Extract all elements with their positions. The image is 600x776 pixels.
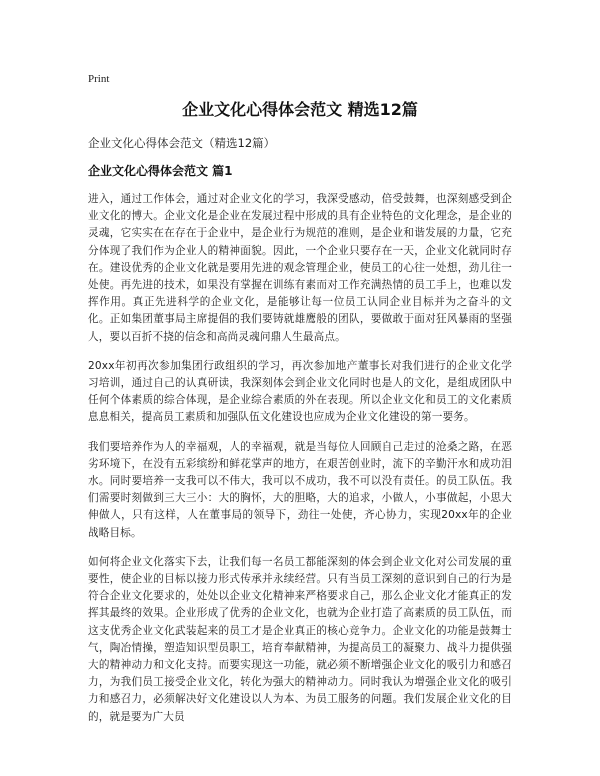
print-label: Print bbox=[88, 73, 110, 85]
paragraph-2: 20xx年初再次参加集团行政组织的学习，再次参加地产董事长对我们进行的企业文化学习培训，通过自己的认真研读，我深刻体会到企业文化同时也是人的文化，是组成团队中任何个体素质的综合体现，是企业综合素质的外在表现。所以企业文化和员工的文化素质息息相关，提高员工素质和加强队伍文化建设也应成为企业文化建设的第一要务。 bbox=[88, 359, 512, 424]
section-heading: 企业文化心得体会范文 篇1 bbox=[88, 164, 233, 178]
document-title: 企业文化心得体会范文 精选12篇 bbox=[182, 100, 418, 119]
paragraph-3: 我们要培养作为人的幸福观，人的幸福观，就是当每位人回顾自己走过的沧桑之路，在恶劣环境下，在没有五彩缤纷和鲜花掌声的地方，在艰苦创业时，流下的辛勤汗水和成功泪水。同时要培养一支我可以不伟大，我可以不成功，我不可以没有责任。的员工队伍。我们需要时刻做到三大三小：大的胸怀，大的胆略，大的追求，小做人，小事做起，小思大伸做人，只有这样，人在董事局的领导下，劲往一处使，齐心协力，实现20xx年的企业战略目标。 bbox=[88, 440, 512, 539]
paragraph-1: 进入，通过工作体会，通过对企业文化的学习，我深受感动，倍受鼓舞，也深刻感受到企业文化的博大。企业文化是企业在发展过程中形成的具有企业特色的文化理念，是企业的灵魂，它实实在在存在于企业中，是企业行为规范的准则，是企业和谐发展的力量，它充分体现了我们作为企业人的精神面貌。因此，一个企业只要存在一天，企业文化就同时存在。建设优秀的企业文化就是要用先进的观念管理企业，使员工的心往一处想，劲儿往一处使。再先进的技术，如果没有掌握在训练有素而对工作充满热情的员工手上，也难以发挥作用。真正先进科学的企业文化，是能够让每一位员工认同企业目标并为之奋斗的文化。正如集团董事局主席提倡的我们要铸就雄鹰般的团队，要做敢于面对狂风暴雨的坚强人，要以百折不挠的信念和高尚灵魂问鼎人生最高点。 bbox=[88, 193, 512, 343]
paragraph-4: 如何将企业文化落实下去，让我们每一名员工都能深刻的体会到企业文化对公司发展的重要性，使企业的目标以接力形式传承并永续经营。只有当员工深刻的意识到自己的行为是符合企业文化要求的，处处以企业文化精神来严格要求自己，那么企业文化才能真正的发挥其最终的效果。企业形成了优秀的企业文化，也就为企业打造了高素质的员工队伍，而这支优秀企业文化武装起来的员工才是企业真正的核心竞争力。企业文化的功能是鼓舞士气，陶冶情操，塑造知识型员职工，培育奉献精神，为提高员工的凝聚力、战斗力提供强大的精神动力和文化支持。而要实现这一功能，就必须不断增强企业文化的吸引力和感召力，为我们员工接受企业文化，转化为强大的精神动力。同时我认为增强企业文化的吸引力和感召力，必须解决好文化建设以人为本、为员工服务的问题。我们发展企业文化的目的，就是要为广大员 bbox=[88, 555, 512, 723]
document-subtitle: 企业文化心得体会范文（精选12篇） bbox=[88, 136, 276, 150]
